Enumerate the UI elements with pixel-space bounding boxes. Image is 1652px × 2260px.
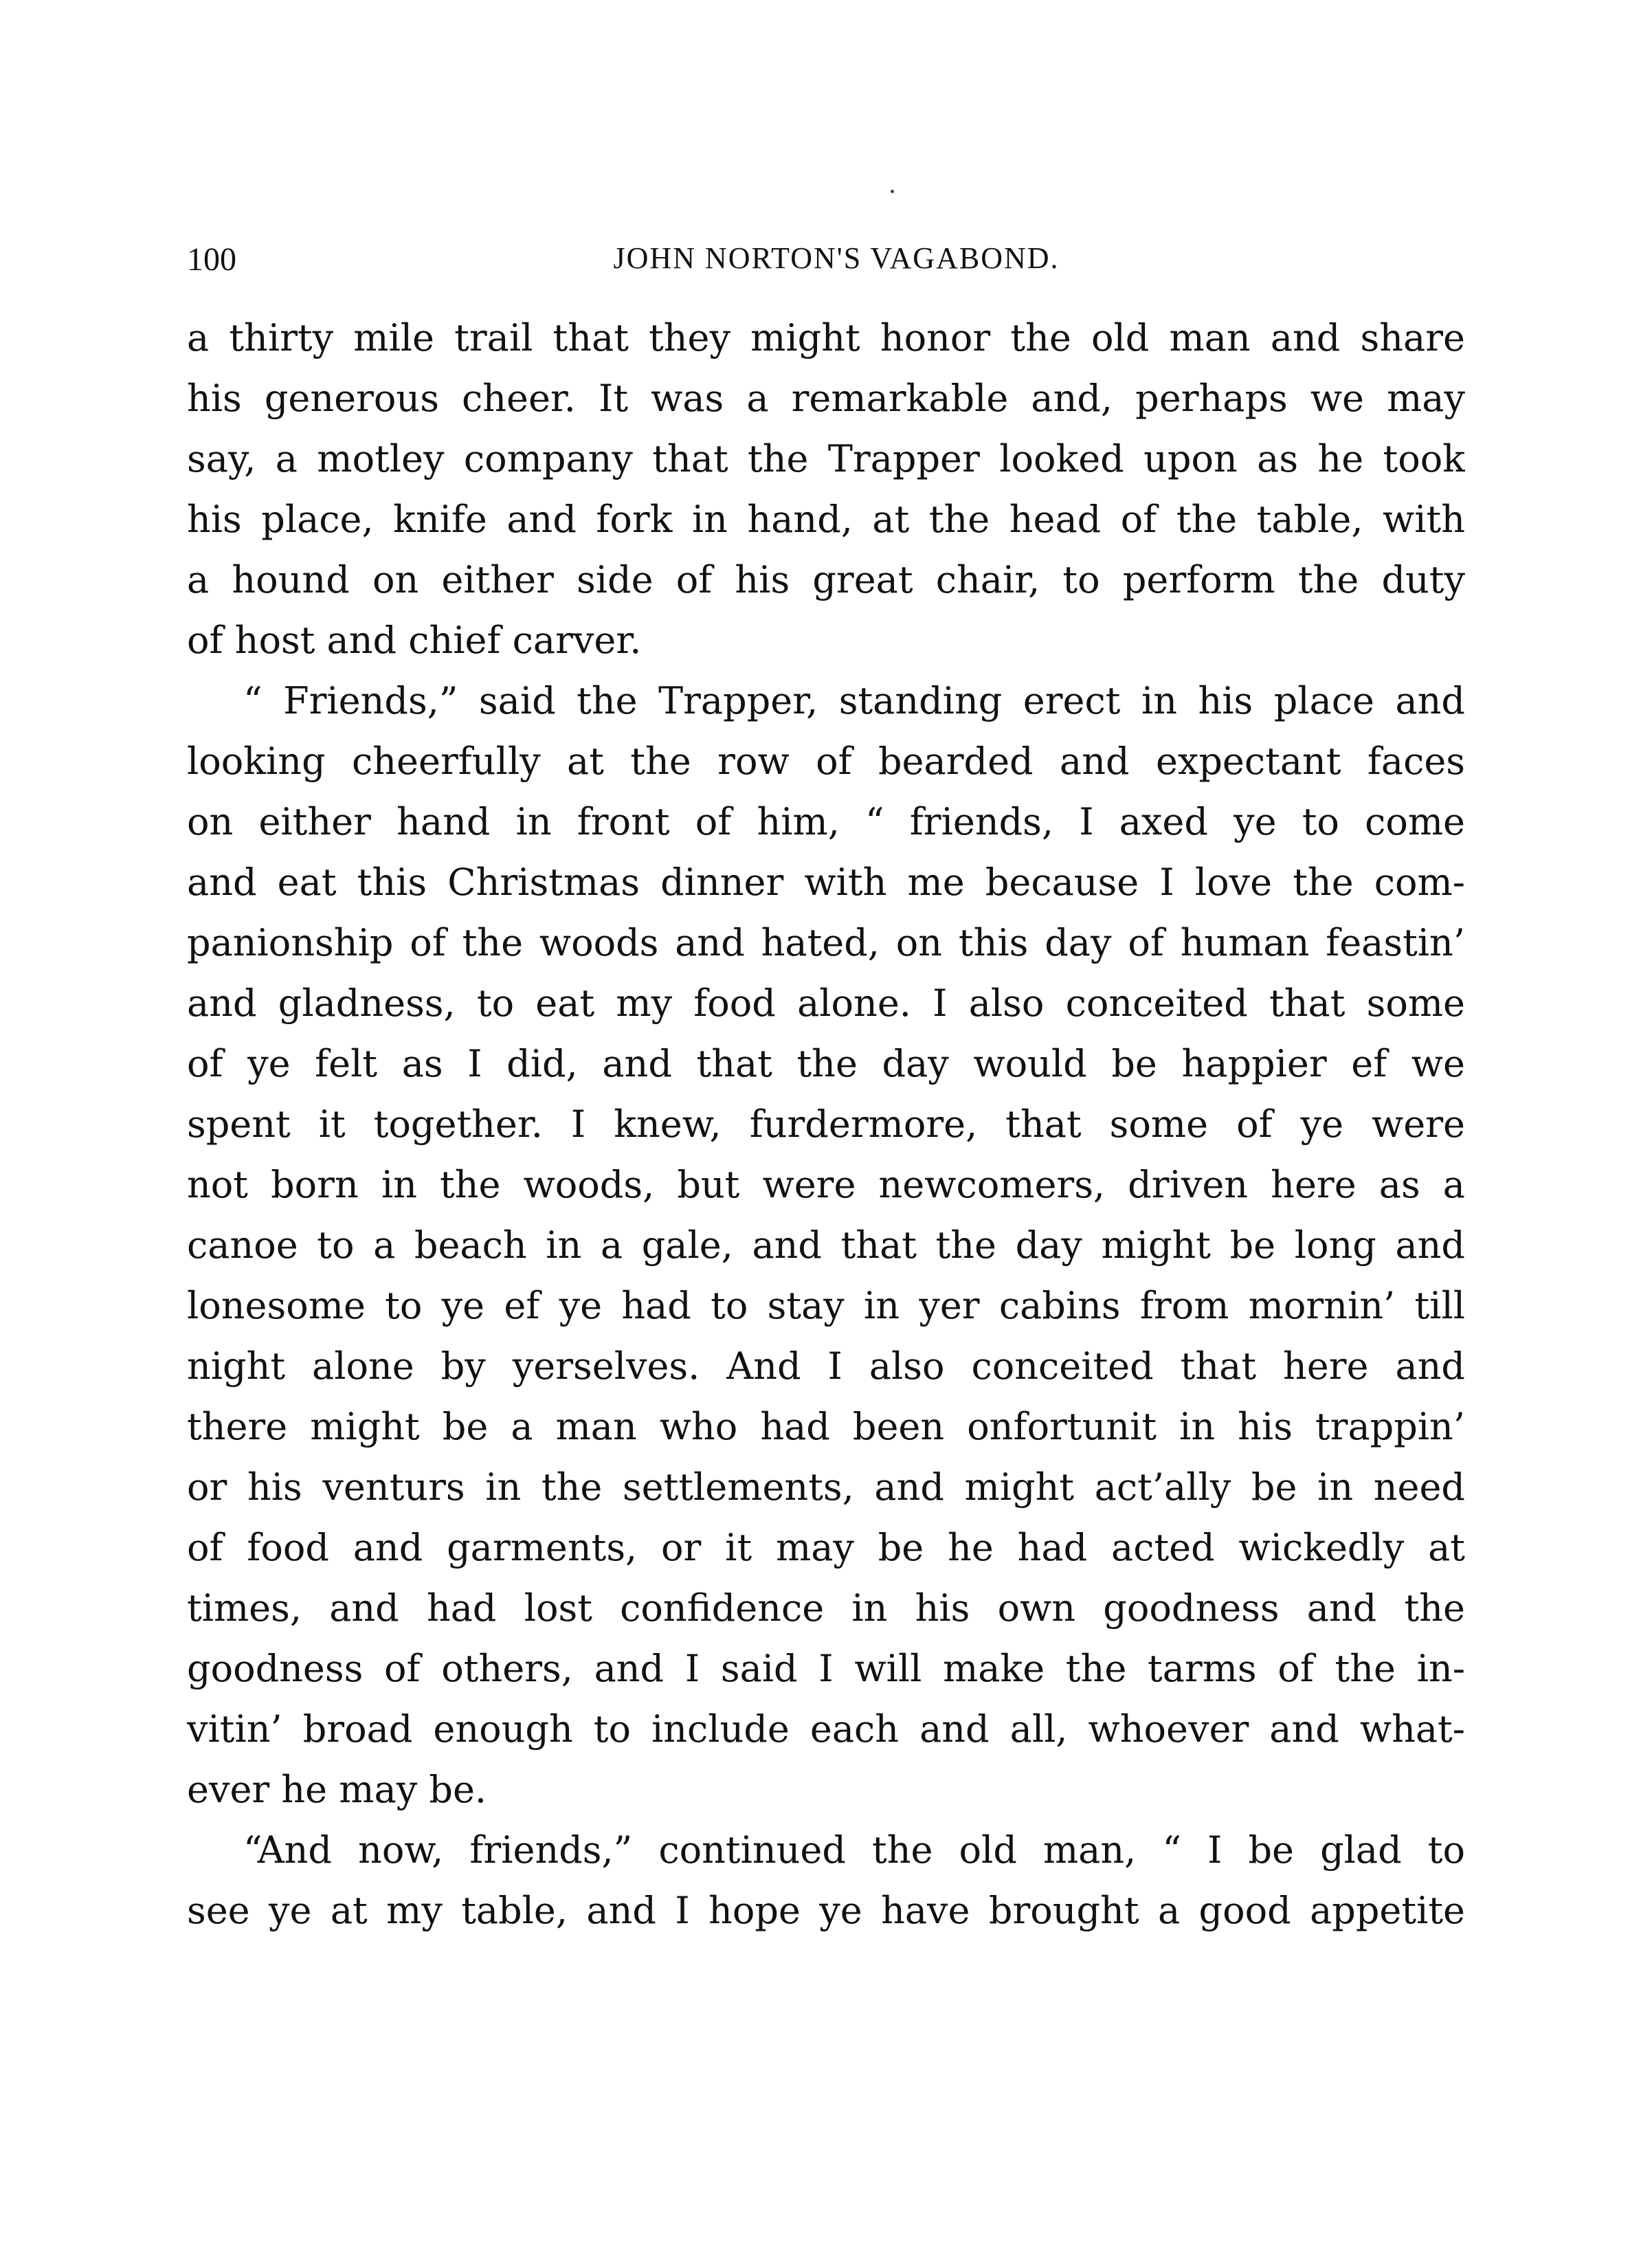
page-number: 100 bbox=[187, 241, 236, 278]
text-line: a thirty mile trail that they might honor the old man and share bbox=[187, 316, 1465, 359]
running-title: JOHN NORTON'S VAGABOND. bbox=[613, 241, 1060, 275]
text-line: ever he may be. bbox=[187, 1768, 487, 1811]
body-text bbox=[187, 308, 1465, 1941]
text-line: lonesome to ye ef ye had to stay in yer cabins from mornin’ till bbox=[187, 1284, 1465, 1327]
running-head bbox=[187, 241, 1465, 289]
text-line: on either hand in front of him, “ friends, I axed ye to come bbox=[187, 800, 1465, 843]
text-line: his generous cheer. It was a remarkable and, perhaps we may bbox=[187, 377, 1465, 420]
text-line: a hound on either side of his great chair, to perform the duty bbox=[187, 558, 1465, 601]
text-line: vitin’ broad enough to include each and all, whoever and what- bbox=[187, 1707, 1465, 1751]
text-line: say, a motley company that the Trapper looked upon as he took bbox=[187, 437, 1465, 480]
text-line: and gladness, to eat my food alone. I also conceited that some bbox=[187, 982, 1465, 1025]
ink-speck bbox=[891, 190, 894, 193]
text-line: there might be a man who had been onfortunit in his trappin’ bbox=[187, 1405, 1465, 1448]
text-line: his place, knife and fork in hand, at the head of the table, with bbox=[187, 498, 1465, 541]
text-line: spent it together. I knew, furdermore, that some of ye were bbox=[187, 1103, 1465, 1146]
text-line: night alone by yerselves. And I also conceited that here and bbox=[187, 1344, 1465, 1388]
text-line: or his venturs in the settlements, and might act’ally be in need bbox=[187, 1465, 1465, 1509]
text-line: panionship of the woods and hated, on this day of human feastin’ bbox=[187, 921, 1465, 964]
text-line: “ Friends,” said the Trapper, standing erect in his place and bbox=[243, 679, 1465, 722]
text-line: and eat this Christmas dinner with me because I love the com- bbox=[187, 861, 1465, 904]
text-line: see ye at my table, and I hope ye have brought a good appetite bbox=[187, 1889, 1465, 1932]
text-line: canoe to a beach in a gale, and that the day might be long and bbox=[187, 1223, 1465, 1267]
text-line: goodness of others, and I said I will make the tarms of the in- bbox=[187, 1647, 1465, 1690]
text-line: “And now, friends,” continued the old man, “ I be glad to bbox=[243, 1828, 1465, 1872]
text-line: of host and chief carver. bbox=[187, 619, 642, 662]
text-line: of food and garments, or it may be he had acted wickedly at bbox=[187, 1526, 1465, 1569]
text-line: of ye felt as I did, and that the day would be happier ef we bbox=[187, 1042, 1465, 1085]
text-line: not born in the woods, but were newcomers, driven here as a bbox=[187, 1163, 1465, 1206]
text-line: looking cheerfully at the row of bearded and expectant faces bbox=[187, 740, 1465, 783]
text-line: times, and had lost confidence in his own goodness and the bbox=[187, 1586, 1465, 1630]
